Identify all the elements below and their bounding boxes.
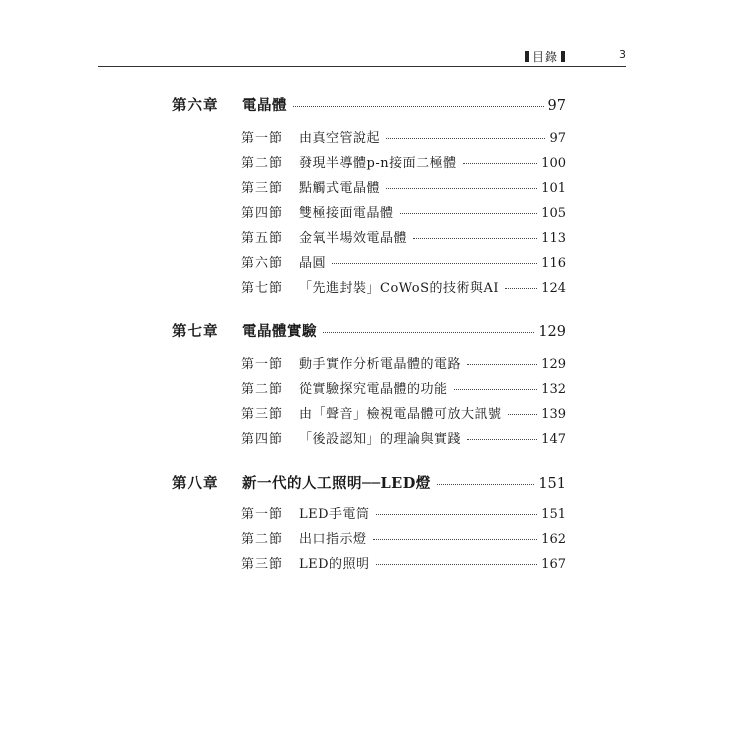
dot-leader — [293, 106, 544, 107]
dot-leader — [332, 263, 537, 264]
page-ref: 124 — [541, 281, 566, 296]
section-number: 第五節 — [241, 231, 284, 246]
toc-section[interactable] — [241, 378, 566, 397]
chapter-title: 新一代的人工照明──LED燈 — [242, 475, 431, 492]
section-title: LED的照明 — [299, 557, 370, 572]
toc-section[interactable] — [241, 428, 566, 447]
section-number: 第四節 — [241, 206, 284, 221]
page-ref: 151 — [538, 476, 566, 492]
dot-leader — [386, 188, 537, 189]
page-ref: 129 — [538, 324, 566, 340]
section-title: 金氧半場效電晶體 — [299, 231, 408, 246]
running-head — [522, 48, 568, 65]
section-title: 動手實作分析電晶體的電路 — [299, 357, 462, 372]
page-ref: 100 — [541, 156, 566, 171]
section-number: 第六節 — [241, 256, 284, 271]
section-title: 由「聲音」檢視電晶體可放大訊號 — [299, 407, 502, 422]
section-number: 第一節 — [241, 357, 284, 372]
dot-leader — [373, 539, 538, 540]
section-number: 第七節 — [241, 281, 284, 296]
toc-section[interactable] — [241, 277, 566, 296]
section-title: 「後設認知」的理論與實踐 — [299, 432, 462, 447]
page-ref: 162 — [541, 532, 566, 547]
toc-section[interactable] — [241, 127, 566, 146]
toc-chapter-6[interactable] — [172, 94, 566, 115]
chapter-number: 第七章 — [172, 323, 219, 340]
section-number: 第四節 — [241, 432, 284, 447]
page-ref: 139 — [541, 407, 566, 422]
header-bar-left — [525, 51, 529, 62]
section-number: 第二節 — [241, 532, 284, 547]
toc-section[interactable] — [241, 353, 566, 372]
chapter-title: 電晶體實驗 — [242, 323, 317, 340]
section-number: 第二節 — [241, 382, 284, 397]
toc-chapter-8[interactable] — [172, 472, 566, 493]
section-title: 出口指示燈 — [299, 532, 367, 547]
page-ref: 116 — [541, 256, 566, 271]
dot-leader — [413, 238, 537, 239]
page-ref: 101 — [541, 181, 566, 196]
dot-leader — [505, 288, 537, 289]
toc-section[interactable] — [241, 503, 566, 522]
dot-leader — [323, 332, 534, 333]
page-ref: 132 — [541, 382, 566, 397]
toc-section[interactable] — [241, 553, 566, 572]
section-number: 第二節 — [241, 156, 284, 171]
toc-section[interactable] — [241, 177, 566, 196]
section-title: 從實驗探究電晶體的功能 — [299, 382, 448, 397]
dot-leader — [508, 414, 538, 415]
header-bar-right — [561, 51, 565, 62]
page-ref: 97 — [549, 131, 566, 146]
page-ref: 97 — [547, 98, 566, 114]
dot-leader — [400, 213, 538, 214]
toc-section[interactable] — [241, 227, 566, 246]
toc-section[interactable] — [241, 403, 566, 422]
section-number: 第三節 — [241, 557, 284, 572]
section-number: 第一節 — [241, 507, 284, 522]
dot-leader — [386, 138, 545, 139]
section-title: 發現半導體p-n接面二極體 — [299, 156, 457, 171]
section-number: 第三節 — [241, 181, 284, 196]
toc-chapter-7[interactable] — [172, 320, 566, 341]
dot-leader — [376, 514, 538, 515]
page-ref: 129 — [541, 357, 566, 372]
dot-leader — [467, 364, 537, 365]
page-ref: 147 — [541, 432, 566, 447]
section-title: 由真空管說起 — [299, 131, 381, 146]
toc-section[interactable] — [241, 528, 566, 547]
dot-leader — [463, 163, 538, 164]
section-number: 第一節 — [241, 131, 284, 146]
chapter-title: 電晶體 — [242, 97, 287, 114]
running-head-label: 目錄 — [531, 50, 558, 64]
toc-section[interactable] — [241, 252, 566, 271]
page-ref: 113 — [541, 231, 566, 246]
section-title: 晶圓 — [299, 256, 327, 271]
page-header — [98, 48, 626, 67]
dot-leader — [376, 564, 538, 565]
section-title: 點觸式電晶體 — [299, 181, 381, 196]
section-title: 雙極接面電晶體 — [299, 206, 394, 221]
toc-section[interactable] — [241, 202, 566, 221]
dot-leader — [437, 484, 535, 485]
section-number: 第三節 — [241, 407, 284, 422]
section-title: 「先進封裝」CoWoS的技術與AI — [299, 281, 500, 296]
toc-section[interactable] — [241, 152, 566, 171]
chapter-number: 第八章 — [172, 475, 219, 492]
page-ref: 167 — [541, 557, 566, 572]
page-ref: 151 — [541, 507, 566, 522]
section-title: LED手電筒 — [299, 507, 370, 522]
page-number: 3 — [619, 48, 626, 61]
chapter-number: 第六章 — [172, 97, 219, 114]
page-ref: 105 — [541, 206, 566, 221]
dot-leader — [454, 389, 538, 390]
dot-leader — [467, 439, 537, 440]
